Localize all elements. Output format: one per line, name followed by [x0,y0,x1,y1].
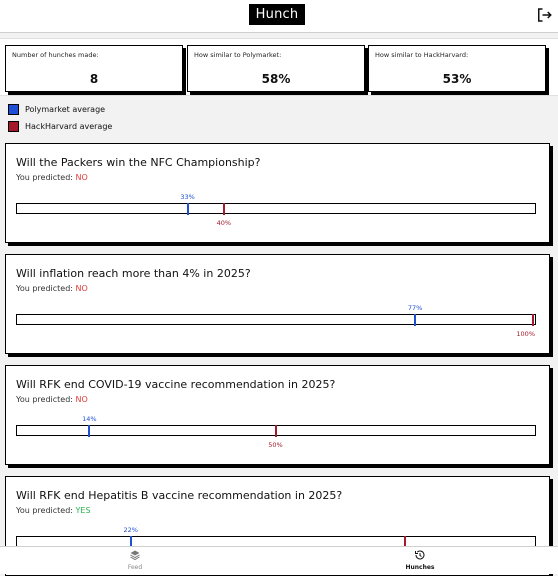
stat-label: Number of hunches made: [12,51,99,59]
logout-icon[interactable] [535,6,553,24]
stat-label: How similar to HackHarvard: [375,51,469,59]
nav-feed-label: Feed [127,564,143,571]
stat-value: 58% [261,72,291,86]
polymarket-value: 77% [407,304,423,312]
prediction-prefix: You predicted: [16,173,73,182]
hunch-prediction [16,395,88,404]
top-bar [0,0,558,33]
stat-hunches-made [5,45,183,92]
prediction-prefix: You predicted: [16,284,73,293]
polymarket-value: 33% [180,193,195,201]
nav-hunches-label: Hunches [405,564,435,571]
prediction-answer: YES [75,506,91,515]
hackharvard-marker [223,203,225,215]
stats-strip [0,38,558,96]
hunch-question: Will inflation reach more than 4% in 2025? [16,267,251,280]
legend-hackharvard [8,121,112,132]
prediction-answer: NO [75,395,88,404]
hunch-question: Will RFK end COVID-19 vaccine recommendation in 2025? [16,378,336,391]
prediction-answer: NO [75,173,88,182]
legend-label: HackHarvard average [25,122,113,131]
bottom-nav [0,546,558,574]
hunch-question: Will the Packers win the NFC Championship? [16,156,261,169]
polymarket-marker [88,425,90,437]
stat-value: 53% [442,72,472,86]
hunch-card[interactable] [5,143,550,243]
stat-value: 8 [89,72,99,86]
polymarket-marker [414,314,416,326]
prediction-answer: NO [75,284,88,293]
prediction-prefix: You predicted: [16,506,73,515]
history-icon [414,549,426,561]
hunch-question: Will RFK end Hepatitis B vaccine recommendation in 2025? [16,489,343,502]
layers-icon [129,549,141,561]
stat-hackharvard-similarity [368,45,546,92]
legend-polymarket [8,104,105,115]
nav-feed[interactable] [105,549,165,571]
hunch-card[interactable] [5,254,550,354]
hackharvard-value: 40% [216,219,232,227]
probability-bar [16,193,536,227]
hunch-card[interactable] [5,365,550,465]
hackharvard-marker [275,425,277,437]
nav-hunches[interactable] [390,549,450,571]
stat-polymarket-similarity [187,45,365,92]
brand-logo[interactable]: Hunch [249,4,305,25]
legend-label: Polymarket average [25,105,106,114]
polymarket-marker [187,203,189,215]
hackharvard-marker [532,314,534,326]
hunch-prediction [16,284,88,293]
polymarket-value: 14% [82,415,97,423]
polymarket-swatch [8,104,19,115]
polymarket-value: 22% [123,526,138,534]
probability-bar [16,415,536,449]
hunch-prediction [16,506,91,515]
stat-label: How similar to Polymarket: [194,51,282,59]
hackharvard-value: 100% [516,330,535,338]
prediction-prefix: You predicted: [16,395,73,404]
probability-bar [16,304,536,338]
hackharvard-value: 50% [268,441,283,449]
hackharvard-swatch [8,121,19,132]
hunch-prediction [16,173,88,182]
